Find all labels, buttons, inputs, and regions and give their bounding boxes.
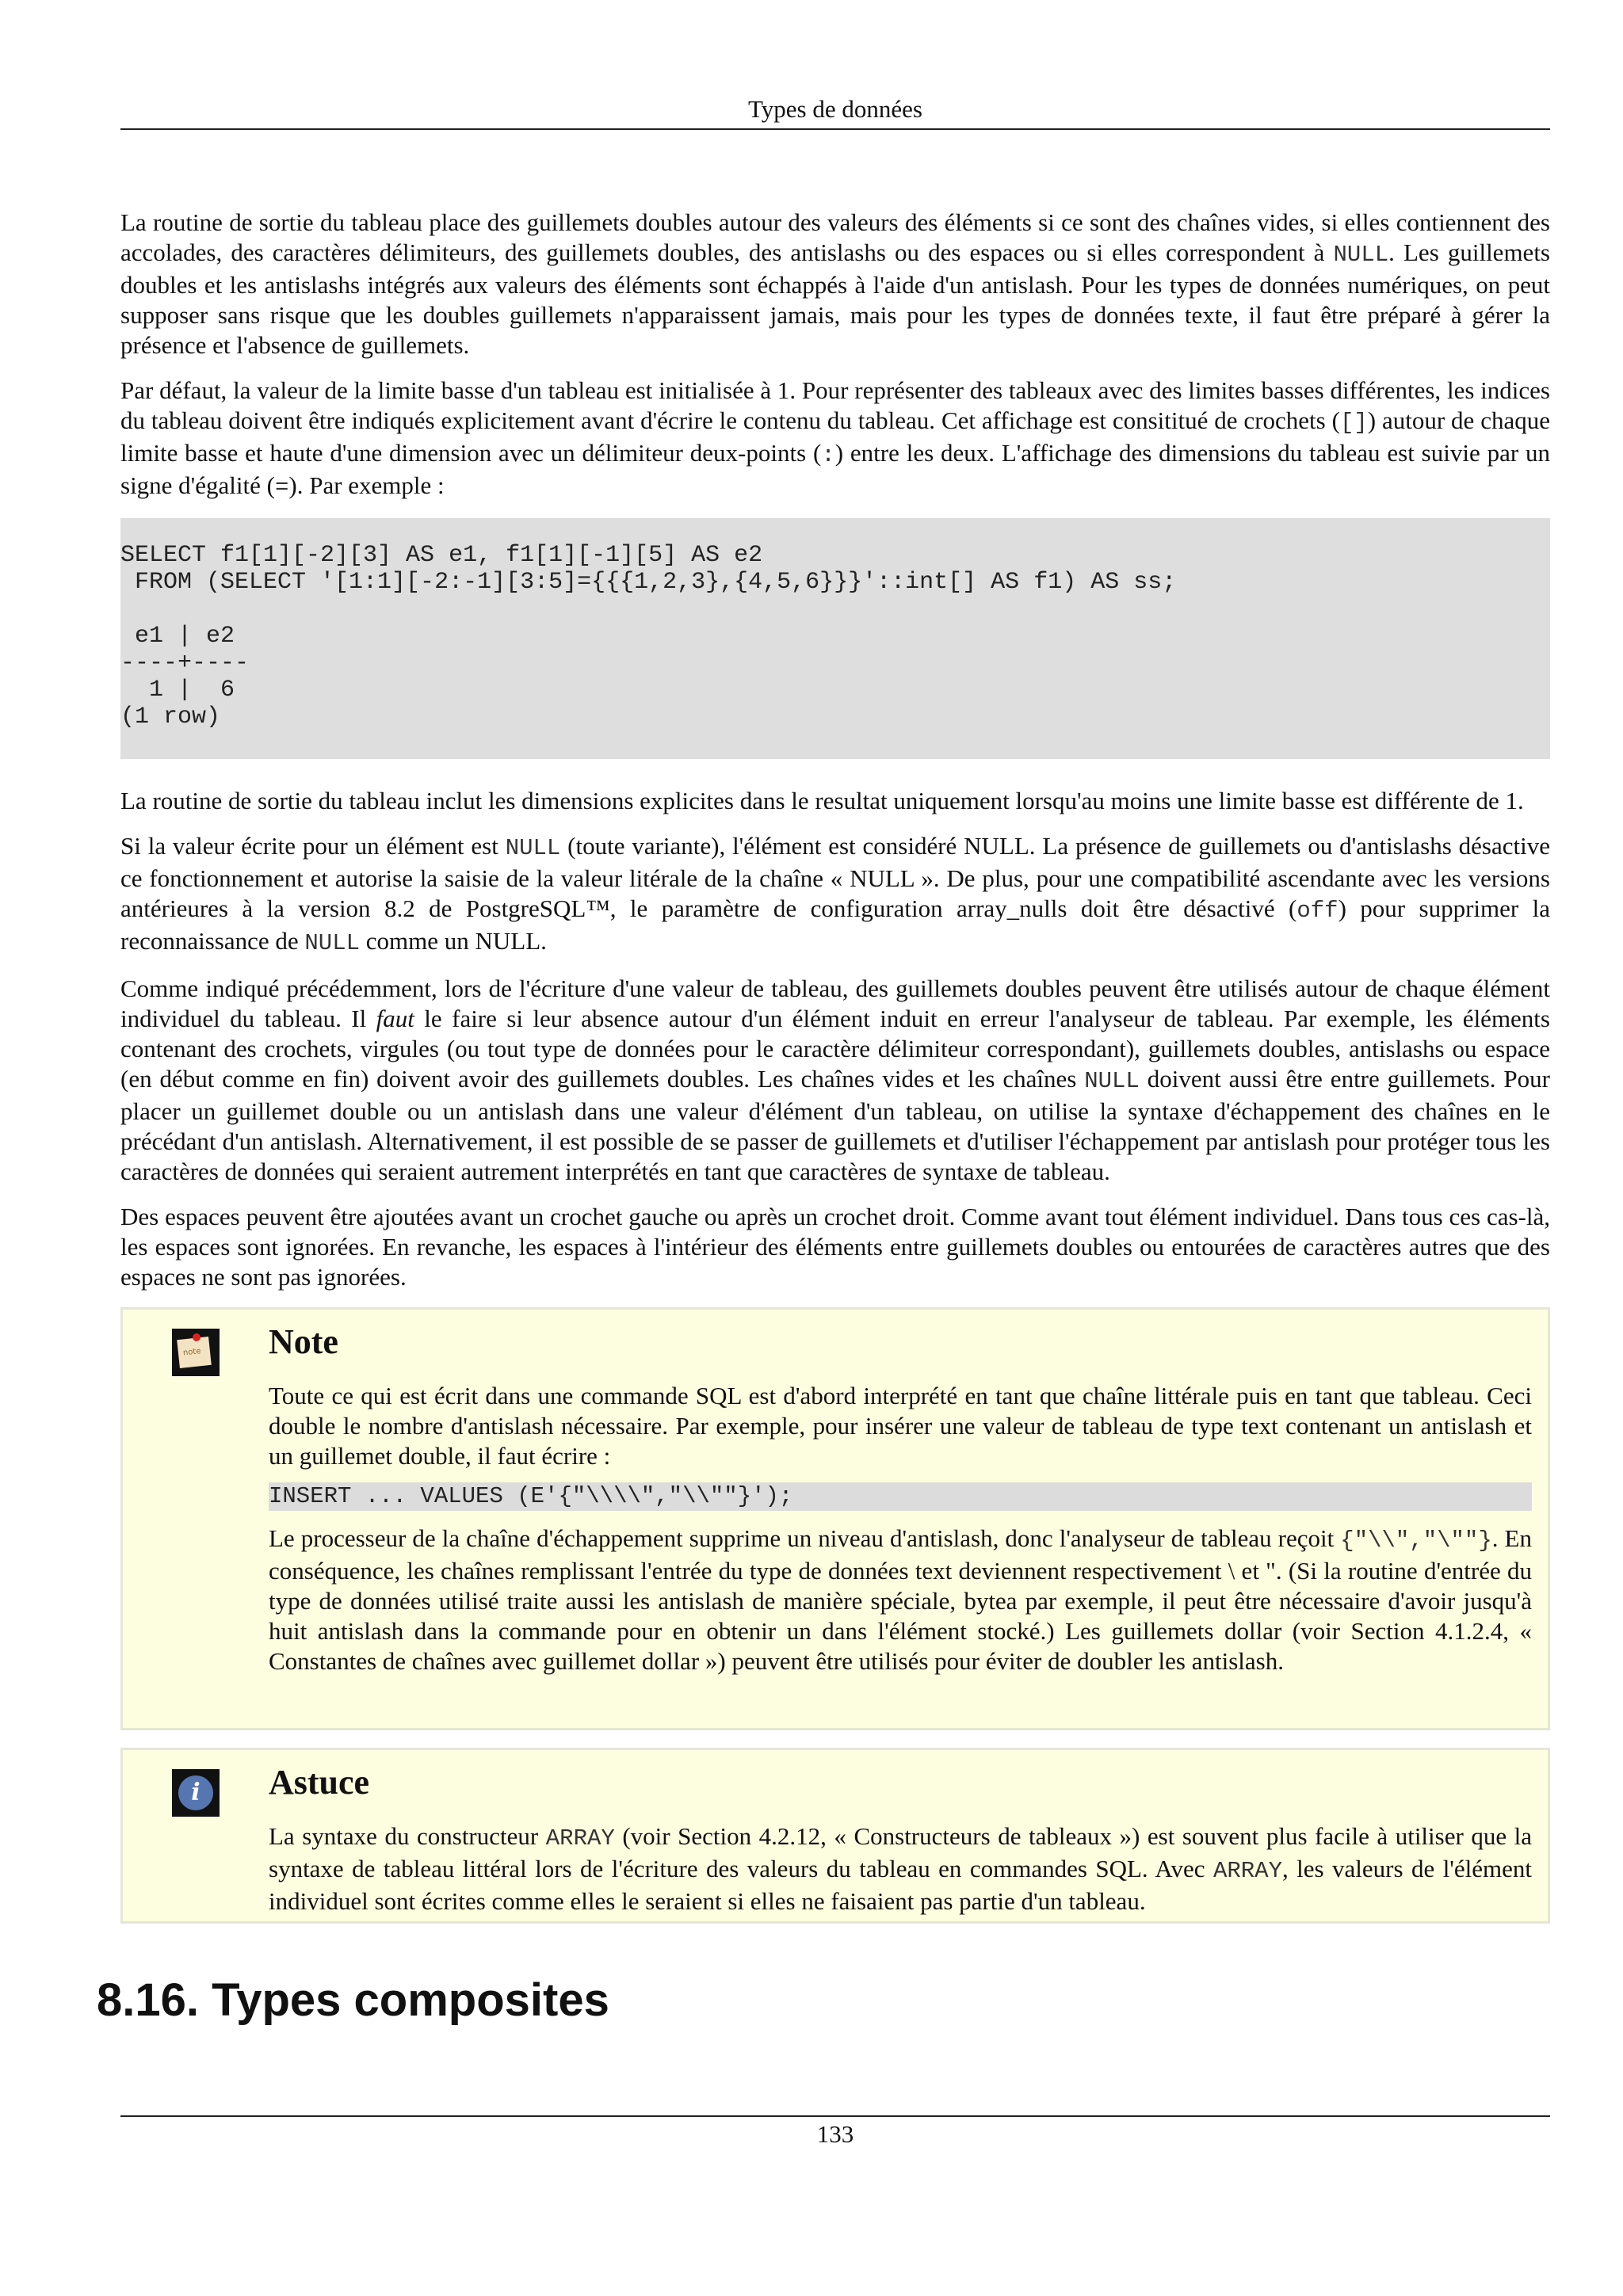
emphasis-faut: faut <box>376 1005 414 1032</box>
tip-content <box>269 1761 1532 1928</box>
inline-code-null: NULL <box>1333 242 1389 268</box>
inline-code-brackets: [] <box>1339 410 1368 436</box>
page-body <box>120 208 1550 1939</box>
note-paragraph: Le processeur de la chaîne d'échappement supprime un niveau d'antislash, donc l'analyseur de tableau reçoit {"\\","\""}. En conséquence, les chaînes remplissant l'entrée du type de données text deviennent respectivement \ et ". (Si la routine d'entrée du type de données utilisé traite aussi les antislash de manière spéciale, bytea par exemple, il peut être nécessaire d'avoir jusqu'à huit antislash dans la commande pour en obtenir un dans l'élément stocké.) Les guillemets dollar (voir Section 4.1.2.4, « Constantes de chaînes avec guillemet dollar ») peuvent être utilisés pour éviter de doubler les antislash. <box>269 1524 1532 1675</box>
info-icon: i <box>172 1769 220 1817</box>
footer-rule <box>120 2115 1550 2117</box>
code-line: ----+---- <box>120 650 250 677</box>
paragraph-null-values: Si la valeur écrite pour un élément est NULL (toute variante), l'élément est considéré NULL. La présence de guillemets ou d'antislashs désactive ce fonctionnement et autorise la saisie de la valeur litérale de la chaîne « NULL ». De plus, pour une compatibilité ascendante avec les versions antérieures à la version 8.2 de PostgreSQL™, le paramètre de configuration array_nulls doit être désactivé (off) pour supprimer la reconnaissance de NULL comme un NULL. <box>120 832 1550 956</box>
inline-code-null: NULL <box>304 930 361 956</box>
section-heading: 8.16. Types composites <box>97 1974 609 2026</box>
note-icon: note <box>172 1329 220 1376</box>
paragraph-array-output-quoting: La routine de sortie du tableau place des guillemets doubles autour des valeurs des éléments si ce sont des chaînes vides, si elles contiennent des accolades, des caractères délimiteurs, des guillemets doubles, des antislashs ou des espaces ou si elles correspondent à NULL. Les guillemets doubles et les antislashs intégrés aux valeurs des éléments sont échappés à l'aide d'un antislash. Pour les types de données numériques, on peut supposer sans risque que les doubles guillemets n'apparaissent jamais, mais pour les types de données texte, il faut être préparé à gérer la présence et l'absence de guillemets. <box>120 208 1550 359</box>
paragraph-explicit-dimensions: La routine de sortie du tableau inclut les dimensions explicites dans le resultat uniquement lorsqu'au moins une limite basse est différente de 1. <box>120 787 1524 814</box>
page-number: 133 <box>816 2120 854 2148</box>
inline-code-array: ARRAY <box>1212 1858 1282 1884</box>
code-line: e1 | e2 <box>120 623 235 650</box>
inline-code-off: off <box>1296 898 1338 924</box>
tip-admonition <box>120 1748 1550 1924</box>
inline-code-colon: : <box>821 442 835 468</box>
running-header: Types de données <box>748 95 922 123</box>
paragraph-double-quotes: Comme indiqué précédemment, lors de l'écriture d'une valeur de tableau, des guillemets doubles peuvent être utilisés autour de chaque élément individuel du tableau. Il faut le faire si leur absence autour d'un élément induit en erreur l'analyseur de tableau. Par exemple, les éléments contenant des crochets, virgules (ou tout type de données pour le caractère délimiteur correspondant), guillemets doubles, antislashs ou espace (en début comme en fin) doivent avoir des guillemets doubles. Les chaînes vides et les chaînes NULL doivent aussi être entre guillemets. Pour placer un guillemet double ou un antislash dans une valeur d'élément d'un tableau, on utilise la syntaxe d'échappement des chaînes en le précédant d'un antislash. Alternativement, il est possible de se passer de guillemets et d'utiliser l'échappement par antislash pour protéger tous les caractères de données qui seraient autrement interprétés en tant que caractères de syntaxe de tableau. <box>120 974 1550 1185</box>
header-rule <box>120 128 1550 130</box>
inline-code-null: NULL <box>1084 1068 1140 1094</box>
note-paragraph: Toute ce qui est écrit dans une commande SQL est d'abord interprété en tant que chaîne littérale puis en tant que tableau. Ceci double le nombre d'antislash nécessaire. Par exemple, pour insérer une valeur de tableau de type text contenant un antislash et un guillemet double, il faut écrire : <box>269 1382 1532 1470</box>
inline-code-array: ARRAY <box>545 1825 615 1852</box>
tip-title: Astuce <box>269 1763 370 1802</box>
inline-code-array-literal: {"\\","\""} <box>1340 1527 1492 1554</box>
code-line: 1 | 6 <box>120 677 235 704</box>
note-content <box>269 1321 1532 1688</box>
code-example-block <box>120 518 1550 759</box>
code-line <box>120 596 1550 623</box>
note-title: Note <box>269 1322 338 1361</box>
code-line: (1 row) <box>120 704 221 730</box>
paragraph-lower-bounds: Par défaut, la valeur de la limite basse d'un tableau est initialisée à 1. Pour représenter des tableaux avec des limites basses différentes, les indices du tableau doivent être indiqués explicitement avant d'écrire le contenu du tableau. Cet affichage est consititué de crochets ([]) autour de chaque limite basse et haute d'une dimension avec un délimiteur deux-points (:) entre les deux. L'affichage des dimensions du tableau est suivie par un signe d'égalité (=). Par exemple : <box>120 376 1550 501</box>
inline-code-null: NULL <box>505 835 561 861</box>
inline-code-equals: = <box>274 475 289 501</box>
code-line: FROM (SELECT '[1:1][-2:-1][3:5]={{{1,2,3},{4,5,6}}}'::int[] AS f1) AS ss; <box>120 569 1177 596</box>
paragraph-whitespace: Des espaces peuvent être ajoutées avant un crochet gauche ou après un crochet droit. Comme avant tout élément individuel. Dans tous ces cas-là, les espaces sont ignorées. En revanche, les espaces à l'intérieur des éléments entre guillemets doubles ou entourées de caractères autres que des espaces ne sont pas ignorées. <box>120 1203 1550 1291</box>
tip-paragraph: La syntaxe du constructeur ARRAY (voir Section 4.2.12, « Constructeurs de tableaux ») est souvent plus facile à utiliser que la syntaxe de tableau littéral lors de l'écriture des valeurs du tableau en commandes SQL. Avec ARRAY, les valeurs de l'élément individuel sont écrites comme elles le seraient si elles ne faisaient pas partie d'un tableau. <box>269 1822 1533 1915</box>
code-line: SELECT f1[1][-2][3] AS e1, f1[1][-1][5] AS e2 <box>120 542 763 569</box>
note-code: INSERT ... VALUES (E'{"\\\\","\\""}'); <box>269 1482 1532 1511</box>
note-admonition <box>120 1307 1550 1730</box>
